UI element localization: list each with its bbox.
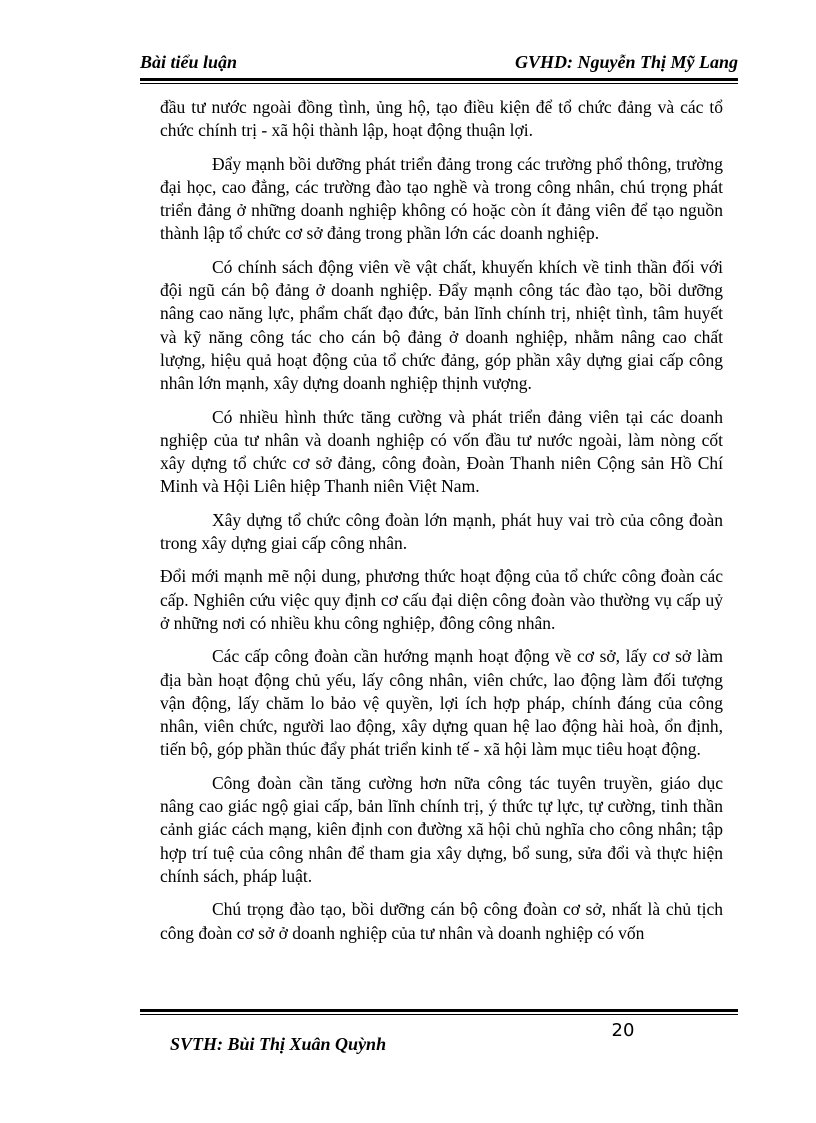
page-header [140,52,738,78]
header-rule-thick [140,78,738,81]
paragraph-4: Có nhiều hình thức tăng cường và phát triển đảng viên tại các doanh nghiệp của tư nhân và doanh nghiệp có vốn đầu tư nước ngoài, làm nòng cốt xây dựng tổ chức cơ sở đảng, công đoàn, Đoàn Thanh niên Cộng sản Hồ Chí Minh và Hội Liên hiệp Thanh niên Việt Nam. [160,406,723,497]
paragraph-1: đầu tư nước ngoài đồng tình, ủng hộ, tạo điều kiện để tổ chức đảng và các tổ chức chính trị - xã hội thành lập, hoạt động thuận lợi. [160,97,723,141]
paragraph-6: Đổi mới mạnh mẽ nội dung, phương thức hoạt động của tổ chức công đoàn các cấp. Nghiên cứu việc quy định cơ cấu đại diện công đoàn vào thường vụ cấp uỷ ở những nơi có nhiều khu công nghiệp, đông công nhân. [160,566,723,633]
footer-author: SVTH: Bùi Thị Xuân Quỳnh [170,1034,387,1054]
body-text [160,96,723,945]
header-title: Bài tiểu luận [140,52,238,72]
paragraph-3: Có chính sách động viên về vật chất, khuyến khích về tinh thần đối với đội ngũ cán bộ đảng ở doanh nghiệp. Đẩy mạnh công tác đào tạo, bồi dưỡng nâng cao năng lực, phẩm chất đạo đức, bản lĩnh chính trị, nhiệt tình, tâm huyết và kỹ năng công tác cho cán bộ đảng ở doanh nghiệp, nhằm nâng cao chất lượng, hiệu quả hoạt động của tổ chức đảng, góp phần xây dựng giai cấp công nhân lớn mạnh, xây dựng doanh nghiệp thịnh vượng. [160,256,723,394]
paragraph-9: Chú trọng đào tạo, bồi dưỡng cán bộ công đoàn cơ sở, nhất là chủ tịch công đoàn cơ sở ở doanh nghiệp của tư nhân và doanh nghiệp có vốn [160,899,723,943]
header-rule-thin [140,83,738,84]
page-number: 20 [611,1020,635,1041]
paragraph-8: Công đoàn cần tăng cường hơn nữa công tác tuyên truyền, giáo dục nâng cao giác ngộ giai cấp, bản lĩnh chính trị, ý thức tự lực, tự cường, tinh thần cảnh giác cách mạng, kiên định con đường xã hội chủ nghĩa cho công nhân; tập hợp trí tuệ của công nhân để tham gia xây dựng, bổ sung, sửa đổi và thực hiện chính sách, pháp luật. [160,772,723,886]
footer-rule-thick [140,1009,738,1012]
header-advisor: GVHD: Nguyễn Thị Mỹ Lang [514,52,738,72]
paragraph-2: Đẩy mạnh bồi dưỡng phát triển đảng trong các trường phổ thông, trường đại học, cao đẳng, các trường đào tạo nghề và trong công nhân, chú trọng phát triển đảng ở những doanh nghiệp không có hoặc còn ít đảng viên để tạo nguồn thành lập tổ chức cơ sở đảng trong phần lớn các doanh nghiệp. [160,153,723,244]
footer-rule-thin [140,1014,738,1015]
paragraph-7: Các cấp công đoàn cần hướng mạnh hoạt động về cơ sở, lấy cơ sở làm địa bàn hoạt động chủ yếu, lấy công nhân, viên chức, lao động làm đối tượng vận động, lấy chăm lo bảo vệ quyền, lợi ích hợp pháp, chính đáng của công nhân, viên chức, người lao động, xây dựng quan hệ lao động hài hoà, ổn định, tiến bộ, góp phần thúc đẩy phát triển kinh tế - xã hội làm mục tiêu hoạt động. [160,646,723,760]
paragraph-5: Xây dựng tổ chức công đoàn lớn mạnh, phát huy vai trò của công đoàn trong xây dựng giai cấp công nhân. [160,509,723,554]
